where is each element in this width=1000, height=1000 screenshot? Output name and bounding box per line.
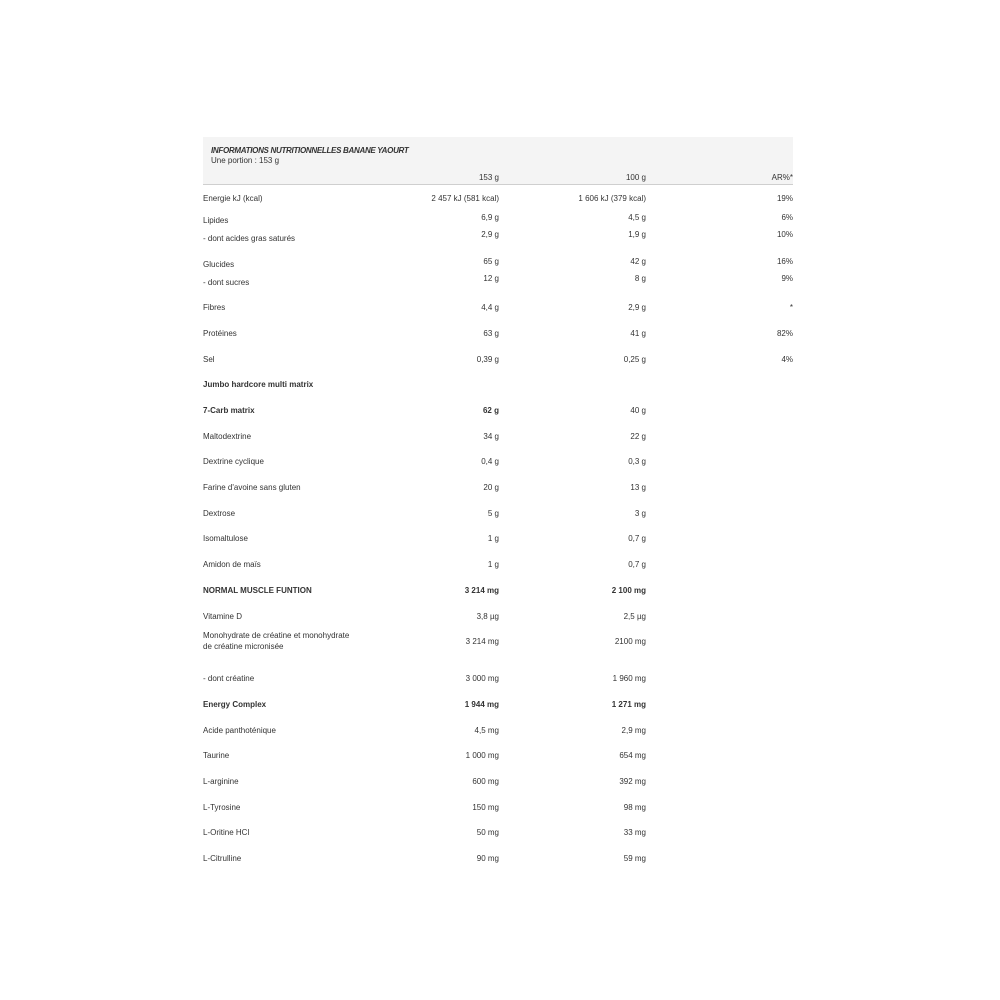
nutrient-name: L-Citrulline (203, 854, 242, 863)
value-per-100g: 2,5 µg (623, 612, 646, 621)
value-per-portion: 50 mg (476, 828, 499, 837)
nutrient-name: - dont créatine (203, 674, 255, 683)
value-per-100g: 1 606 kJ (379 kcal) (578, 194, 646, 203)
value-per-100g: 40 g (630, 406, 646, 415)
reference-intake-percent: 10% (776, 230, 793, 239)
nutrient-name: Amidon de maïs (203, 560, 261, 569)
value-per-100g: 33 mg (623, 828, 646, 837)
value-per-100g: 22 g (630, 432, 646, 441)
header-divider (203, 184, 793, 185)
nutrition-table (203, 137, 793, 863)
value-per-portion: 63 g (483, 329, 499, 338)
value-per-100g: 654 mg (619, 751, 646, 760)
nutrient-name: Protéines (203, 329, 237, 338)
value-per-portion: 5 g (487, 509, 499, 518)
reference-intake-percent: 82% (776, 329, 793, 338)
column-header-ar: AR%* (771, 173, 793, 182)
nutrient-name: - dont sucres (203, 278, 250, 287)
reference-intake-percent: 16% (776, 257, 793, 266)
nutrient-name: Energie kJ (kcal) (203, 194, 263, 203)
value-per-portion: 1 944 mg (464, 700, 499, 709)
value-per-100g: 0,7 g (628, 560, 646, 569)
value-per-100g: 2100 mg (614, 637, 646, 646)
nutrient-name: L-arginine (203, 777, 239, 786)
value-per-100g: 42 g (630, 257, 646, 266)
nutrient-name: Maltodextrine (203, 432, 252, 441)
value-per-100g: 4,5 g (628, 213, 646, 222)
nutrient-name: Dextrose (203, 509, 236, 518)
reference-intake-percent: 4% (781, 355, 793, 364)
value-per-portion: 90 mg (476, 854, 499, 863)
value-per-portion: 12 g (483, 274, 499, 283)
value-per-100g: 3 g (634, 509, 646, 518)
nutrient-name: Glucides (203, 260, 235, 269)
value-per-portion: 2,9 g (481, 230, 499, 239)
table-title: INFORMATIONS NUTRITIONNELLES BANANE YAOURT (211, 146, 409, 155)
value-per-100g: 59 mg (623, 854, 646, 863)
nutrient-name: - dont acides gras saturés (203, 234, 296, 243)
reference-intake-percent: * (789, 303, 793, 312)
value-per-portion: 1 000 mg (465, 751, 499, 760)
value-per-100g: 392 mg (619, 777, 646, 786)
column-header-100g: 100 g (625, 173, 646, 182)
nutrient-name: Acide panthoténique (203, 726, 276, 735)
value-per-portion: 3 000 mg (465, 674, 499, 683)
value-per-portion: 0,39 g (476, 355, 499, 364)
reference-intake-percent: 19% (776, 194, 793, 203)
nutrient-name: Dextrine cyclique (203, 457, 264, 466)
value-per-portion: 20 g (483, 483, 499, 492)
reference-intake-percent: 9% (781, 274, 793, 283)
portion-size: Une portion : 153 g (211, 156, 280, 165)
value-per-100g: 1 271 mg (611, 700, 646, 709)
value-per-100g: 0,25 g (623, 355, 646, 364)
value-per-100g: 1,9 g (628, 230, 646, 239)
value-per-100g: 98 mg (623, 803, 646, 812)
value-per-100g: 1 960 mg (612, 674, 646, 683)
value-per-portion: 600 mg (472, 777, 499, 786)
nutrient-name: L-Oritine HCl (203, 828, 250, 837)
nutrient-name: Farine d'avoine sans gluten (203, 483, 301, 492)
value-per-portion: 1 g (487, 560, 499, 569)
value-per-100g: 0,7 g (628, 534, 646, 543)
nutrient-name: Fibres (203, 303, 226, 312)
value-per-portion: 3,8 µg (476, 612, 499, 621)
nutrient-name: Monohydrate de créatine et monohydrate de créatine micronisée (203, 631, 350, 651)
value-per-100g: 2,9 mg (621, 726, 646, 735)
nutrient-name: Sel (203, 355, 215, 364)
value-per-portion: 65 g (483, 257, 499, 266)
value-per-portion: 4,5 mg (474, 726, 499, 735)
nutrient-name: 7-Carb matrix (203, 406, 255, 415)
nutrient-name: Energy Complex (203, 700, 267, 709)
nutrient-name: Vitamine D (203, 612, 242, 621)
value-per-100g: 2 100 mg (611, 586, 646, 595)
nutrient-name: Jumbo hardcore multi matrix (203, 380, 314, 389)
value-per-100g: 8 g (634, 274, 646, 283)
value-per-portion: 34 g (483, 432, 499, 441)
value-per-portion: 2 457 kJ (581 kcal) (431, 194, 499, 203)
value-per-100g: 41 g (630, 329, 646, 338)
nutrient-name: Lipides (203, 216, 229, 225)
reference-intake-percent: 6% (781, 213, 793, 222)
value-per-100g: 0,3 g (628, 457, 646, 466)
value-per-portion: 3 214 mg (464, 586, 499, 595)
value-per-portion: 6,9 g (481, 213, 499, 222)
column-header-portion: 153 g (478, 173, 499, 182)
nutrient-name: L-Tyrosine (203, 803, 241, 812)
value-per-portion: 0,4 g (481, 457, 499, 466)
value-per-portion: 1 g (487, 534, 499, 543)
value-per-100g: 2,9 g (628, 303, 646, 312)
value-per-portion: 150 mg (472, 803, 499, 812)
value-per-100g: 13 g (630, 483, 646, 492)
value-per-portion: 4,4 g (481, 303, 499, 312)
nutrient-name: Isomaltulose (203, 534, 248, 543)
nutrient-name: NORMAL MUSCLE FUNTION (203, 586, 312, 595)
value-per-portion: 3 214 mg (465, 637, 499, 646)
value-per-portion: 62 g (482, 406, 499, 415)
nutrient-name: Taurine (203, 751, 230, 760)
